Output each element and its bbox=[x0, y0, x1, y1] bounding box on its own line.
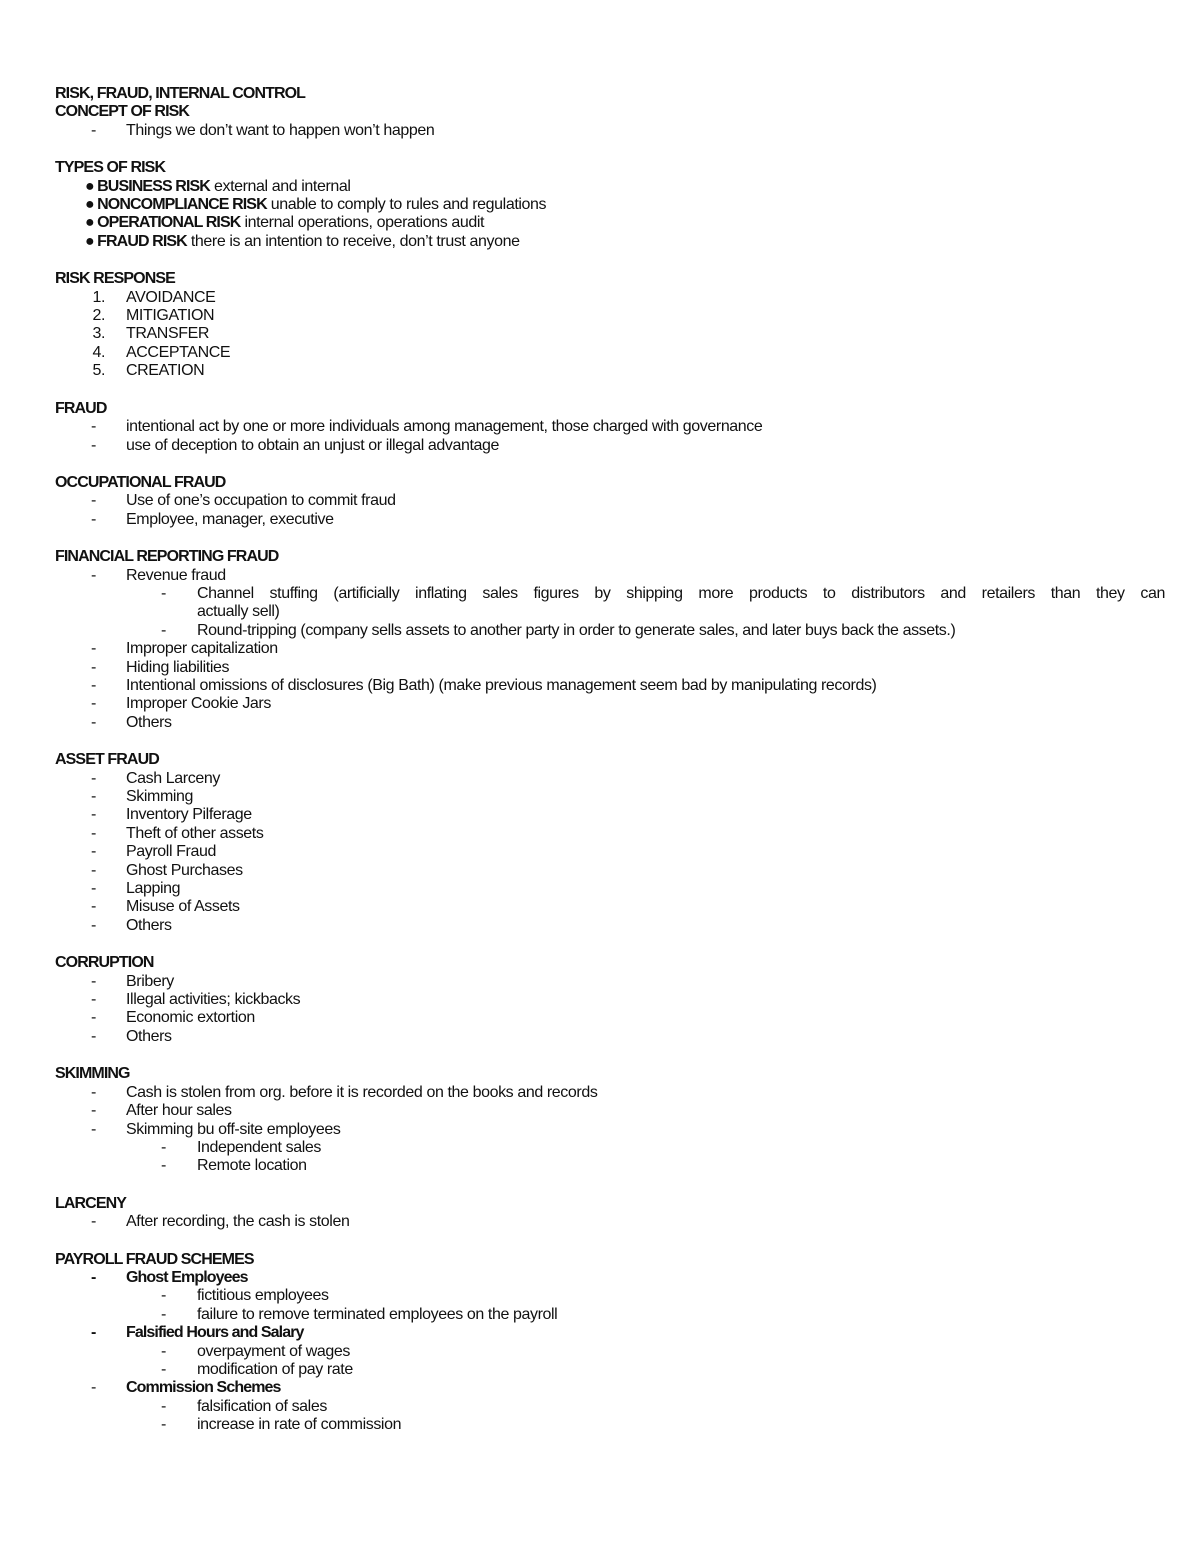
item-number: 4. bbox=[92, 343, 105, 361]
payroll-group-title: - Commission Schemes bbox=[91, 1379, 281, 1397]
dash-marker: - bbox=[161, 1138, 166, 1156]
risk-desc: external and internal bbox=[213, 177, 351, 195]
risk-term: FRAUD RISK bbox=[97, 232, 187, 250]
sub-list-item: - modification of pay rate bbox=[161, 1360, 353, 1378]
document-page bbox=[55, 85, 1165, 1435]
section-heading-payroll: PAYROLL FRAUD SCHEMES bbox=[55, 1250, 254, 1268]
list-item: - Others bbox=[91, 916, 172, 934]
dash-marker: - bbox=[91, 510, 96, 528]
section-heading-skimming: SKIMMING bbox=[55, 1065, 130, 1083]
risk-term: BUSINESS RISK bbox=[97, 177, 210, 195]
list-item: - Bribery bbox=[91, 972, 174, 990]
item-number: 3. bbox=[92, 325, 105, 343]
list-item: - Inventory Pilferage bbox=[91, 806, 252, 824]
dash-marker: - bbox=[91, 566, 96, 584]
dash-marker: - bbox=[91, 713, 96, 731]
dash-marker: - bbox=[91, 1102, 96, 1120]
sub-list-item: - fictitious employees bbox=[161, 1287, 329, 1305]
risk-term: NONCOMPLIANCE RISK bbox=[97, 196, 267, 214]
risk-term: OPERATIONAL RISK bbox=[97, 214, 241, 232]
dash-marker: - bbox=[91, 1213, 96, 1231]
list-item: - Others bbox=[91, 713, 172, 731]
dash-marker: - bbox=[91, 695, 96, 713]
list-item: - Skimming bbox=[91, 788, 194, 805]
list-item: - Use of one’s occupation to commit fraud bbox=[91, 492, 396, 510]
dash-marker: - bbox=[161, 1397, 166, 1415]
bullet-marker: ● bbox=[85, 214, 95, 232]
dash-marker: - bbox=[91, 640, 96, 658]
dash-marker: - bbox=[91, 1324, 96, 1342]
document-title: RISK, FRAUD, INTERNAL CONTROL bbox=[55, 85, 306, 102]
list-item: - Cash Larceny bbox=[91, 769, 220, 787]
dash-marker: - bbox=[91, 916, 96, 934]
section-heading-concept: CONCEPT OF RISK bbox=[55, 103, 190, 121]
sub-list-item: - Remote location bbox=[161, 1157, 307, 1175]
risk-desc: there is an intention to receive, don’t trust anyone bbox=[190, 232, 520, 250]
bullet-marker: ● bbox=[85, 232, 95, 250]
dash-marker: - bbox=[91, 843, 96, 861]
dash-marker: - bbox=[91, 492, 96, 510]
dash-marker: - bbox=[91, 418, 96, 436]
sub-list-item: - Independent sales bbox=[161, 1138, 321, 1156]
dash-marker: - bbox=[91, 861, 96, 879]
numbered-item: 3. TRANSFER bbox=[55, 325, 1165, 343]
list-item: - use of deception to obtain an unjust or illegal advantage bbox=[91, 436, 500, 454]
sub-list-item: - increase in rate of commission bbox=[161, 1416, 402, 1434]
dash-marker: - bbox=[91, 676, 96, 694]
section-heading-asset: ASSET FRAUD bbox=[55, 751, 159, 769]
list-item: - Ghost Purchases bbox=[91, 861, 243, 879]
list-item: - After hour sales bbox=[91, 1102, 232, 1120]
dash-marker: - bbox=[91, 788, 96, 805]
numbered-item: 2. MITIGATION bbox=[55, 307, 1165, 325]
section-heading-financial: FINANCIAL REPORTING FRAUD bbox=[55, 548, 279, 566]
dash-marker: - bbox=[91, 1027, 96, 1045]
dash-marker: - bbox=[91, 1083, 96, 1101]
dash-marker: - bbox=[161, 1305, 166, 1323]
sub-list-item-continuation: actually sell) bbox=[197, 603, 280, 621]
bullet-marker: ● bbox=[85, 177, 95, 195]
dash-marker: - bbox=[91, 769, 96, 787]
dash-marker: - bbox=[91, 658, 96, 676]
dash-marker: - bbox=[91, 880, 96, 898]
list-item: - intentional act by one or more individuals among management, those charged with governance bbox=[91, 418, 763, 436]
list-item: - Others bbox=[91, 1027, 172, 1045]
sub-list-item: - falsification of sales bbox=[161, 1397, 327, 1415]
dash-marker: - bbox=[161, 1287, 166, 1305]
dash-marker: - bbox=[161, 621, 166, 639]
risk-desc: internal operations, operations audit bbox=[244, 214, 485, 232]
bullet-marker: ● bbox=[85, 196, 95, 214]
list-item: - Improper Cookie Jars bbox=[91, 695, 271, 713]
list-item: - Cash is stolen from org. before it is recorded on the books and records bbox=[91, 1083, 598, 1101]
dash-marker: - bbox=[91, 824, 96, 842]
list-item: - Economic extortion bbox=[91, 1009, 255, 1027]
payroll-group-title: - Ghost Employees bbox=[91, 1268, 248, 1286]
list-item: - Improper capitalization bbox=[91, 640, 278, 658]
numbered-item: 1. AVOIDANCE bbox=[55, 289, 1165, 307]
sub-list-item: - Round-tripping (company sells assets to another party in order to generate sales, and later buys back the assets.) bbox=[161, 621, 956, 639]
list-item: - Illegal activities; kickbacks bbox=[91, 991, 301, 1009]
list-item: - Skimming bu off-site employees bbox=[91, 1120, 341, 1138]
dash-marker: - bbox=[161, 584, 166, 602]
list-item: - Theft of other assets bbox=[91, 824, 264, 842]
section-heading-corruption: CORRUPTION bbox=[55, 954, 154, 972]
dash-marker: - bbox=[91, 1379, 96, 1397]
sub-list-item: - Channel stuffing (artificially inflating sales figures by shipping more products to distributors and retailers than they can bbox=[161, 584, 1165, 602]
dash-marker: - bbox=[161, 1342, 166, 1360]
item-number: 5. bbox=[92, 362, 105, 380]
bullet-item bbox=[55, 196, 1165, 214]
dash-marker: - bbox=[161, 1157, 166, 1175]
list-item: - Revenue fraud bbox=[91, 566, 226, 584]
dash-marker: - bbox=[91, 436, 96, 454]
list-item: - Things we don’t want to happen won’t happen bbox=[91, 121, 435, 139]
item-number: 2. bbox=[92, 307, 105, 325]
dash-marker: - bbox=[91, 1120, 96, 1138]
bullet-item bbox=[55, 214, 1165, 232]
sub-list-item: - failure to remove terminated employees on the payroll bbox=[161, 1305, 558, 1323]
dash-marker: - bbox=[91, 1009, 96, 1027]
dash-marker: - bbox=[91, 972, 96, 990]
sub-list-item: - overpayment of wages bbox=[161, 1342, 350, 1360]
list-item: - Employee, manager, executive bbox=[91, 510, 334, 528]
list-item: - After recording, the cash is stolen bbox=[91, 1213, 350, 1231]
dash-marker: - bbox=[91, 991, 96, 1009]
dash-marker: - bbox=[91, 898, 96, 916]
section-heading-types: TYPES OF RISK bbox=[55, 159, 166, 177]
payroll-group-title: - Falsified Hours and Salary bbox=[91, 1324, 304, 1342]
risk-desc: unable to comply to rules and regulations bbox=[270, 196, 547, 214]
list-item: - Hiding liabilities bbox=[91, 658, 230, 676]
bullet-item bbox=[55, 178, 1165, 196]
dash-marker: - bbox=[91, 121, 96, 139]
numbered-item: 4. ACCEPTANCE bbox=[55, 344, 1165, 362]
numbered-item: 5. CREATION bbox=[55, 362, 1165, 380]
section-heading-larceny: LARCENY bbox=[55, 1194, 127, 1212]
bullet-item bbox=[55, 233, 1165, 251]
list-item: - Intentional omissions of disclosures (Big Bath) (make previous management seem bad by manipulating records) bbox=[91, 676, 877, 694]
section-heading-fraud: FRAUD bbox=[55, 399, 107, 417]
dash-marker: - bbox=[91, 1268, 96, 1286]
list-item: - Lapping bbox=[91, 880, 181, 898]
section-heading-occupational: OCCUPATIONAL FRAUD bbox=[55, 473, 226, 491]
item-number: 1. bbox=[92, 288, 105, 306]
section-heading-response: RISK RESPONSE bbox=[55, 270, 175, 288]
list-item: - Payroll Fraud bbox=[91, 843, 216, 861]
dash-marker: - bbox=[161, 1360, 166, 1378]
list-item: - Misuse of Assets bbox=[91, 898, 240, 916]
dash-marker: - bbox=[161, 1416, 166, 1434]
dash-marker: - bbox=[91, 806, 96, 824]
